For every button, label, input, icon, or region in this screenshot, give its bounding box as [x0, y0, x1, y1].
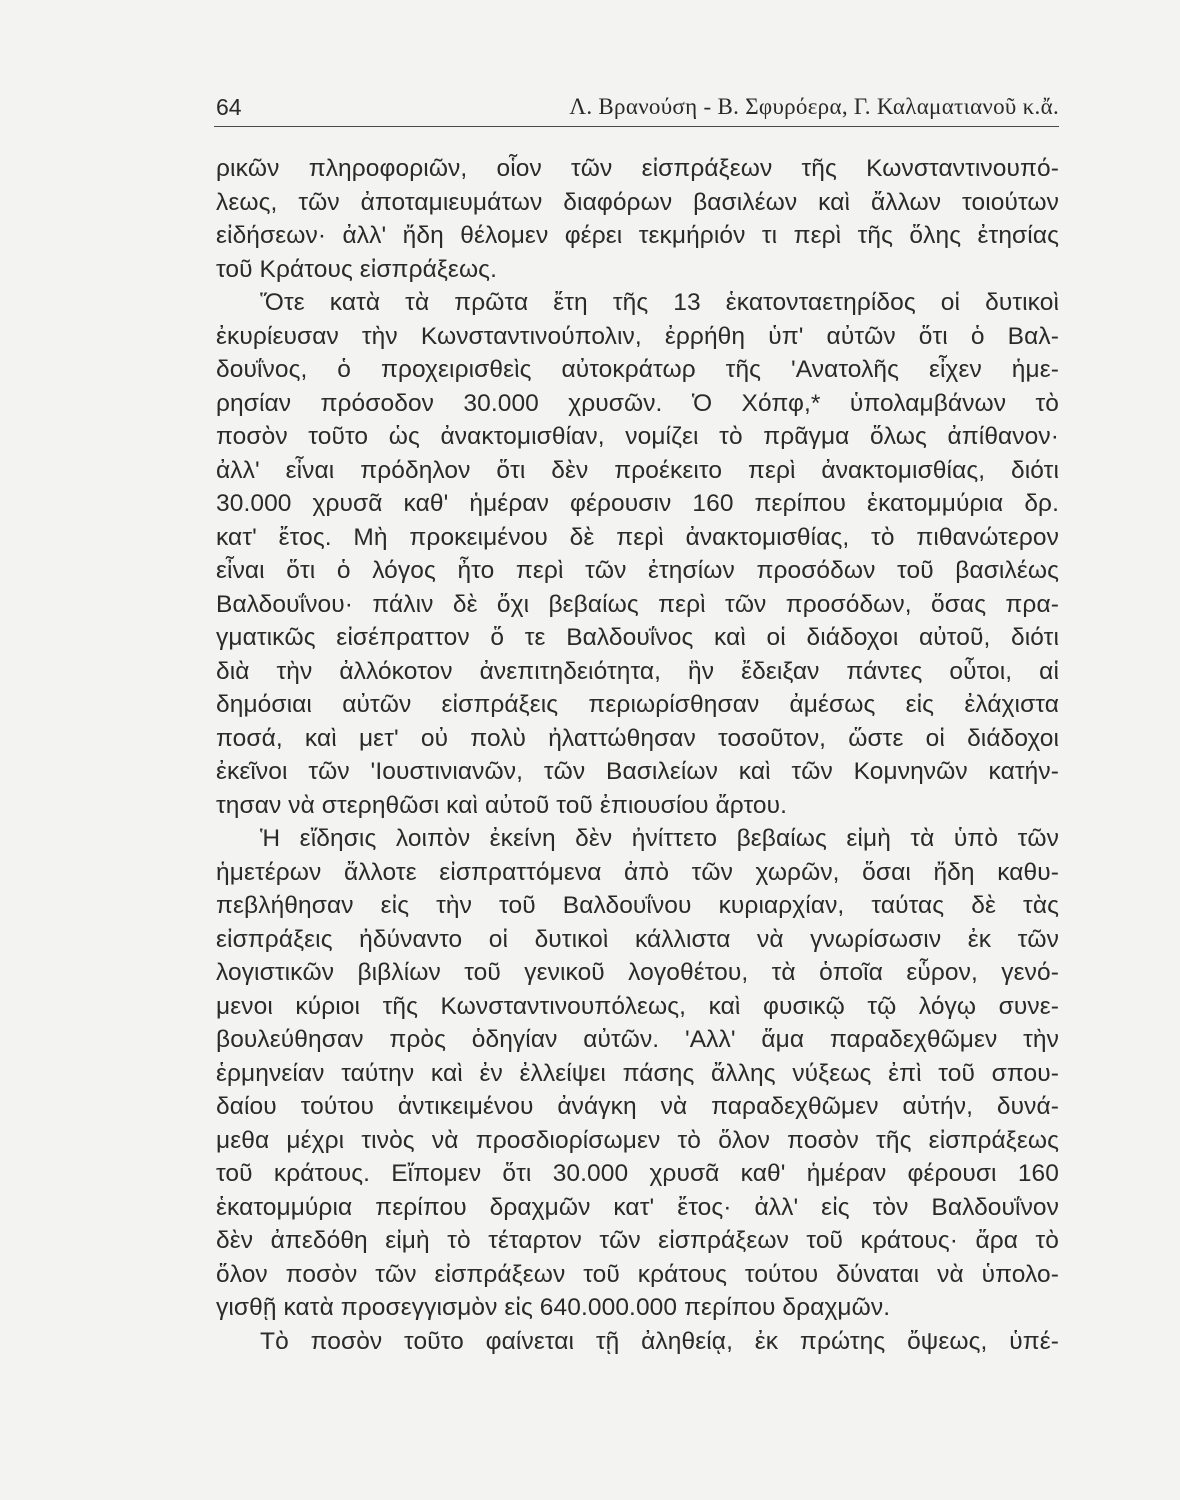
page-header — [214, 92, 1059, 122]
text-line: δὲν ἀπεδόθη εἰμὴ τὸ τέταρτον τῶν εἰσπράξεων τοῦ κράτους· ἄρα τὸ — [216, 1227, 1059, 1254]
body-text — [216, 152, 1059, 1358]
text-line: ρησίαν πρόσοδον 30.000 χρυσῶν. Ὁ Χόπφ,* ὑπολαμβάνων τὸ — [216, 389, 1059, 417]
text-line: γισθῇ κατὰ προσεγγισμὸν εἰς 640.000.000 περίπου δραχμῶν. — [216, 1294, 891, 1321]
text-line: δαίου τούτου ἀντικειμένου ἀνάγκη νὰ παραδεχθῶμεν αὐτήν, δυνά- — [216, 1093, 1059, 1120]
text-line: γματικῶς εἰσέπραττον ὅ τε Βαλδουΐνος καὶ οἱ διάδοχοι αὐτοῦ, διότι — [216, 624, 1059, 651]
text-line: εἰσπράξεις ἠδύναντο οἱ δυτικοὶ κάλλιστα νὰ γνωρίσωσιν ἐκ τῶν — [216, 925, 1059, 953]
text-line: ἐκυρίευσαν τὴν Κωνσταντινούπολιν, ἐρρήθη ὑπ' αὐτῶν ὅτι ὁ Βαλ- — [216, 322, 1059, 350]
text-line: μεθα μέχρι τινὸς νὰ προσδιορίσωμεν τὸ ὅλον ποσὸν τῆς εἰσπράξεως — [216, 1126, 1059, 1154]
text-line: ἑκατομμύρια περίπου δραχμῶν κατ' ἔτος· ἀλλ' εἰς τὸν Βαλδουΐνον — [216, 1193, 1059, 1221]
text-line: ποσά, καὶ μετ' οὐ πολὺ ἠλαττώθησαν τοσοῦτον, ὥστε οἱ διάδοχοι — [216, 724, 1059, 752]
text-line: Ἡ εἴδησις λοιπὸν ἐκείνη δὲν ἠνίττετο βεβαίως εἰμὴ τὰ ὑπὸ τῶν — [260, 825, 1059, 852]
text-line: ρικῶν πληροφοριῶν, οἷον τῶν εἰσπράξεων τῆς Κωνσταντινουπό- — [216, 155, 1059, 182]
text-line: τησαν νὰ στερηθῶσι καὶ αὐτοῦ τοῦ ἐπιουσίου ἄρτου. — [216, 791, 788, 819]
text-line: ἡμετέρων ἄλλοτε εἰσπραττόμενα ἀπὸ τῶν χωρῶν, ὅσαι ἤδη καθυ- — [216, 858, 1059, 886]
text-line: λογιστικῶν βιβλίων τοῦ γενικοῦ λογοθέτου, τὰ ὁποῖα εὗρον, γενό- — [216, 959, 1059, 986]
text-line: εἶναι ὅτι ὁ λόγος ἦτο περὶ τῶν ἐτησίων προσόδων τοῦ βασιλέως — [216, 557, 1059, 584]
text-line: διὰ τὴν ἀλλόκοτον ἀνεπιτηδειότητα, ἣν ἔδειξαν πάντες οὗτοι, αἱ — [216, 657, 1059, 685]
text-line: πεβλήθησαν εἰς τὴν τοῦ Βαλδουΐνου κυριαρχίαν, ταύτας δὲ τὰς — [216, 892, 1059, 919]
text-line: εἰδήσεων· ἀλλ' ἤδη θέλομεν φέρει τεκμήριόν τι περὶ τῆς ὅλης ἐτησίας — [216, 222, 1059, 249]
text-line: ποσὸν τοῦτο ὡς ἀνακτομισθίαν, νομίζει τὸ πρᾶγμα ὅλως ἀπίθανον· — [216, 423, 1059, 450]
text-line: ὅλον ποσὸν τῶν εἰσπράξεων τοῦ κράτους τούτου δύναται νὰ ὑπολο- — [216, 1260, 1059, 1288]
text-line: Τὸ ποσὸν τοῦτο φαίνεται τῇ ἀληθείᾳ, ἐκ πρώτης ὄψεως, ὑπέ- — [260, 1327, 1059, 1355]
header-rule — [214, 126, 1059, 127]
text-line: τοῦ Κράτους εἰσπράξεως. — [216, 255, 497, 283]
text-line: Ὅτε κατὰ τὰ πρῶτα ἔτη τῆς 13 ἑκατονταετηρίδος οἱ δυτικοὶ — [260, 289, 1059, 316]
text-line: βουλεύθησαν πρὸς ὁδηγίαν αὐτῶν. 'Αλλ' ἅμα παραδεχθῶμεν τὴν — [216, 1026, 1059, 1053]
text-line: μενοι κύριοι τῆς Κωνσταντινουπόλεως, καὶ φυσικῷ τῷ λόγῳ συνε- — [216, 992, 1059, 1020]
running-head: Λ. Βρανούση - Β. Σφυρόερα, Γ. Καλαματιανοῦ κ.ἄ. — [569, 94, 1059, 119]
text-line: ἀλλ' εἶναι πρόδηλον ὅτι δὲν προέκειτο περὶ ἀνακτομισθίας, διότι — [216, 456, 1059, 484]
text-line: κατ' ἔτος. Μὴ προκειμένου δὲ περὶ ἀνακτομισθίας, τὸ πιθανώτερον — [216, 523, 1059, 551]
text-line: 30.000 χρυσᾶ καθ' ἡμέραν φέρουσιν 160 περίπου ἑκατομμύρια δρ. — [216, 490, 1059, 517]
text-line: ἑρμηνείαν ταύτην καὶ ἐν ἐλλείψει πάσης ἄλλης νύξεως ἐπὶ τοῦ σπου- — [216, 1059, 1059, 1087]
text-line: δουΐνος, ὁ προχειρισθεὶς αὐτοκράτωρ τῆς 'Ανατολῆς εἶχεν ἡμε- — [216, 356, 1059, 383]
text-line: τοῦ κράτους. Εἴπομεν ὅτι 30.000 χρυσᾶ καθ' ἡμέραν φέρουσι 160 — [216, 1160, 1059, 1187]
text-line: ἐκεῖνοι τῶν 'Ιουστινιανῶν, τῶν Βασιλείων καὶ τῶν Κομνηνῶν κατήν- — [216, 758, 1059, 785]
text-line: λεως, τῶν ἀποταμιευμάτων διαφόρων βασιλέων καὶ ἄλλων τοιούτων — [216, 188, 1059, 216]
text-line: δημόσιαι αὐτῶν εἰσπράξεις περιωρίσθησαν ἀμέσως εἰς ἐλάχιστα — [216, 691, 1059, 718]
text-line: Βαλδουΐνου· πάλιν δὲ ὄχι βεβαίως περὶ τῶν προσόδων, ὅσας πρα- — [216, 590, 1059, 618]
page-number: 64 — [216, 94, 242, 120]
